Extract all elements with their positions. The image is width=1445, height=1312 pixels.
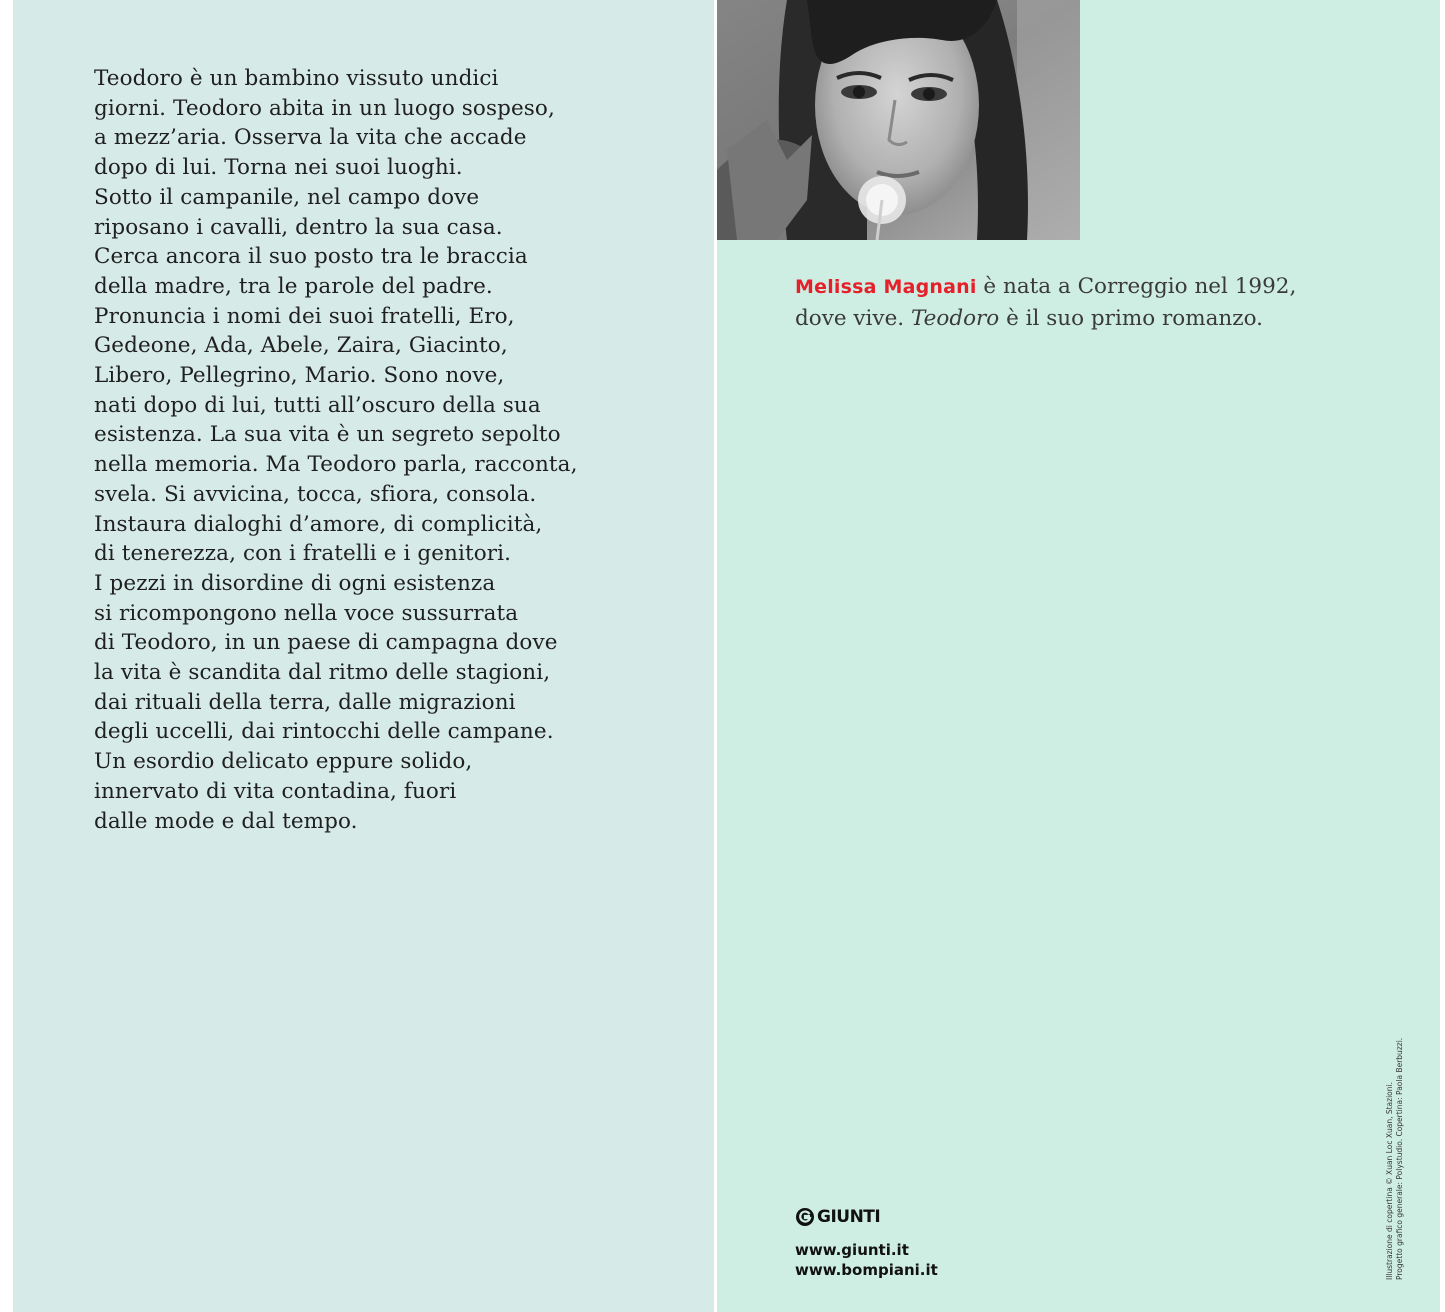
flap-panel xyxy=(717,0,1440,1312)
credits-line: Illustrazione di copertina © Xuan Loc Xuan, Stazioni. xyxy=(1385,1082,1394,1280)
blurb-line: I pezzi in disordine di ogni esistenza xyxy=(94,570,496,596)
blurb-line: innervato di vita contadina, fuori xyxy=(94,778,457,804)
blurb-line: Instaura dialoghi d’amore, di complicità, xyxy=(94,511,543,537)
bio-line-2 xyxy=(795,303,1415,335)
blurb-line: degli uccelli, dai rintocchi delle campane. xyxy=(94,719,554,745)
blurb-line: dalle mode e dal tempo. xyxy=(94,808,358,834)
bio-line-1 xyxy=(795,271,1415,303)
blurb-line: a mezz’aria. Osserva la vita che accade xyxy=(94,125,527,151)
blurb-line: della madre, tra le parole del padre. xyxy=(94,273,493,299)
blurb-line: di tenerezza, con i fratelli e i genitori. xyxy=(94,541,512,567)
back-cover-panel xyxy=(13,0,714,1312)
bio-text: è nata a Correggio nel 1992, xyxy=(976,274,1297,299)
blurb-line: riposano i cavalli, dentro la sua casa. xyxy=(94,214,503,240)
blurb-line: Sotto il campanile, nel campo dove xyxy=(94,184,480,210)
author-bio xyxy=(795,271,1415,335)
author-portrait-photo xyxy=(717,0,1080,240)
blurb-line: svela. Si avvicina, tocca, sfiora, consola. xyxy=(94,481,537,507)
blurb-line: Pronuncia i nomi dei suoi fratelli, Ero, xyxy=(94,303,515,329)
blurb-line: nella memoria. Ma Teodoro parla, racconta, xyxy=(94,452,578,478)
blurb-line: dai rituali della terra, dalle migrazioni xyxy=(94,689,516,715)
blurb-line: la vita è scandita dal ritmo delle stagioni, xyxy=(94,660,551,686)
blurb-line: esistenza. La sua vita è un segreto sepolto xyxy=(94,422,561,448)
giunti-logo-icon xyxy=(795,1207,815,1227)
credits-line: Progetto grafico generale: Polystudio. Copertina: Paola Berbuzzi. xyxy=(1395,1037,1404,1280)
bio-text: dove vive. xyxy=(795,306,911,331)
publisher-name: GIUNTI xyxy=(817,1207,881,1227)
blurb-line: Gedeone, Ada, Abele, Zaira, Giacinto, xyxy=(94,333,508,359)
website-link-giunti[interactable]: www.giunti.it xyxy=(795,1241,909,1259)
author-name: Melissa Magnani xyxy=(795,276,977,298)
website-link-bompiani[interactable]: www.bompiani.it xyxy=(795,1261,938,1279)
book-blurb xyxy=(94,64,704,836)
publisher-logo xyxy=(795,1206,880,1228)
blurb-line: Libero, Pellegrino, Mario. Sono nove, xyxy=(94,363,505,389)
bio-text: è il suo primo romanzo. xyxy=(999,306,1263,331)
blurb-line: giorni. Teodoro abita in un luogo sospeso, xyxy=(94,95,555,121)
blurb-line: Un esordio delicato eppure solido, xyxy=(94,749,473,775)
blurb-line: Cerca ancora il suo posto tra le braccia xyxy=(94,244,528,270)
blurb-line: si ricompongono nella voce sussurrata xyxy=(94,600,519,626)
publisher-websites xyxy=(795,1240,938,1280)
cover-credits xyxy=(1385,1030,1405,1280)
book-title: Teodoro xyxy=(910,306,1000,331)
blurb-line: di Teodoro, in un paese di campagna dove xyxy=(94,630,558,656)
blurb-line: nati dopo di lui, tutti all’oscuro della sua xyxy=(94,392,541,418)
blurb-line: Teodoro è un bambino vissuto undici xyxy=(94,66,499,91)
blurb-line: dopo di lui. Torna nei suoi luoghi. xyxy=(94,155,463,181)
